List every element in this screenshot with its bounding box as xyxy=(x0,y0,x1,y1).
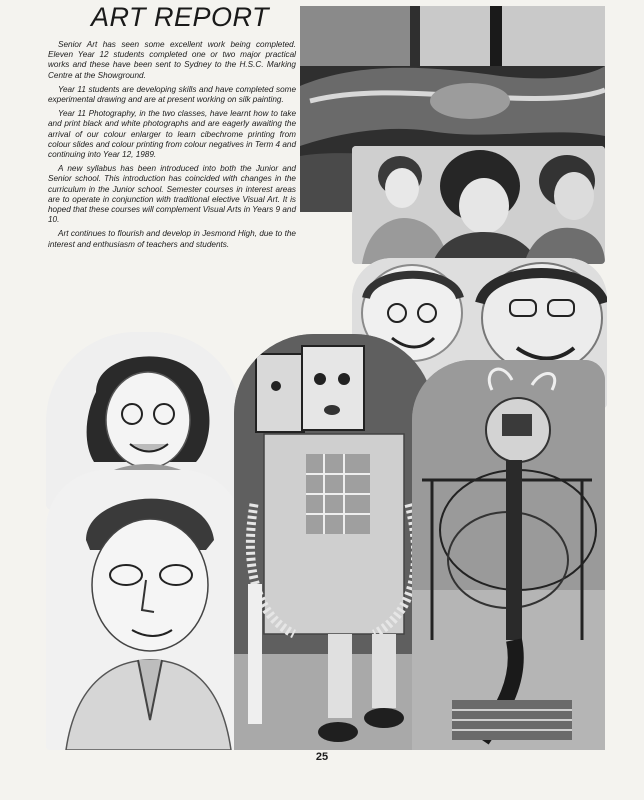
article-paragraph-3: Year 11 Photography, in the two classes, have learnt how to take and print black and white photographs and are eagerly awaiting the arrival of our colour enlarger to learn cibechrome printing from colour slides and colour printing from colour negatives in Term 4 and continuing into Year 12, 1989. xyxy=(48,109,296,160)
portrait-drawing-man xyxy=(46,470,242,750)
article-paragraph-2: Year 11 students are developing skills and have completed some experimental drawing and are at present working on silk painting. xyxy=(48,84,296,105)
article-text xyxy=(48,40,296,254)
page-title: ART REPORT xyxy=(90,2,270,32)
article-paragraph-4: A new syllabus has been introduced into both the Junior and Senior school. This introduction has coincided with changes in the curriculum in the Junior school. Semester courses in interest areas are to operate in conjunction with traditional elective Visual Art. It is hoped that these courses will complement Visual Arts in Years 9 and 10. xyxy=(48,164,296,225)
wire-robot-sculpture-photo xyxy=(412,360,605,750)
art-teachers-photo xyxy=(352,146,605,264)
tv-head-sculpture-photo xyxy=(234,334,434,750)
article-paragraph-5: Art continues to flourish and develop in Jesmond High, due to the interest and enthusiasm of teachers and students. xyxy=(48,229,296,249)
page-number: 25 xyxy=(315,751,329,763)
article-paragraph-1: Senior Art has seen some excellent work being completed. Eleven Year 12 students completed one or two major practical works and these have been sent to Sydney to the H.S.C. Marking Centre at the Showground. xyxy=(48,40,296,80)
